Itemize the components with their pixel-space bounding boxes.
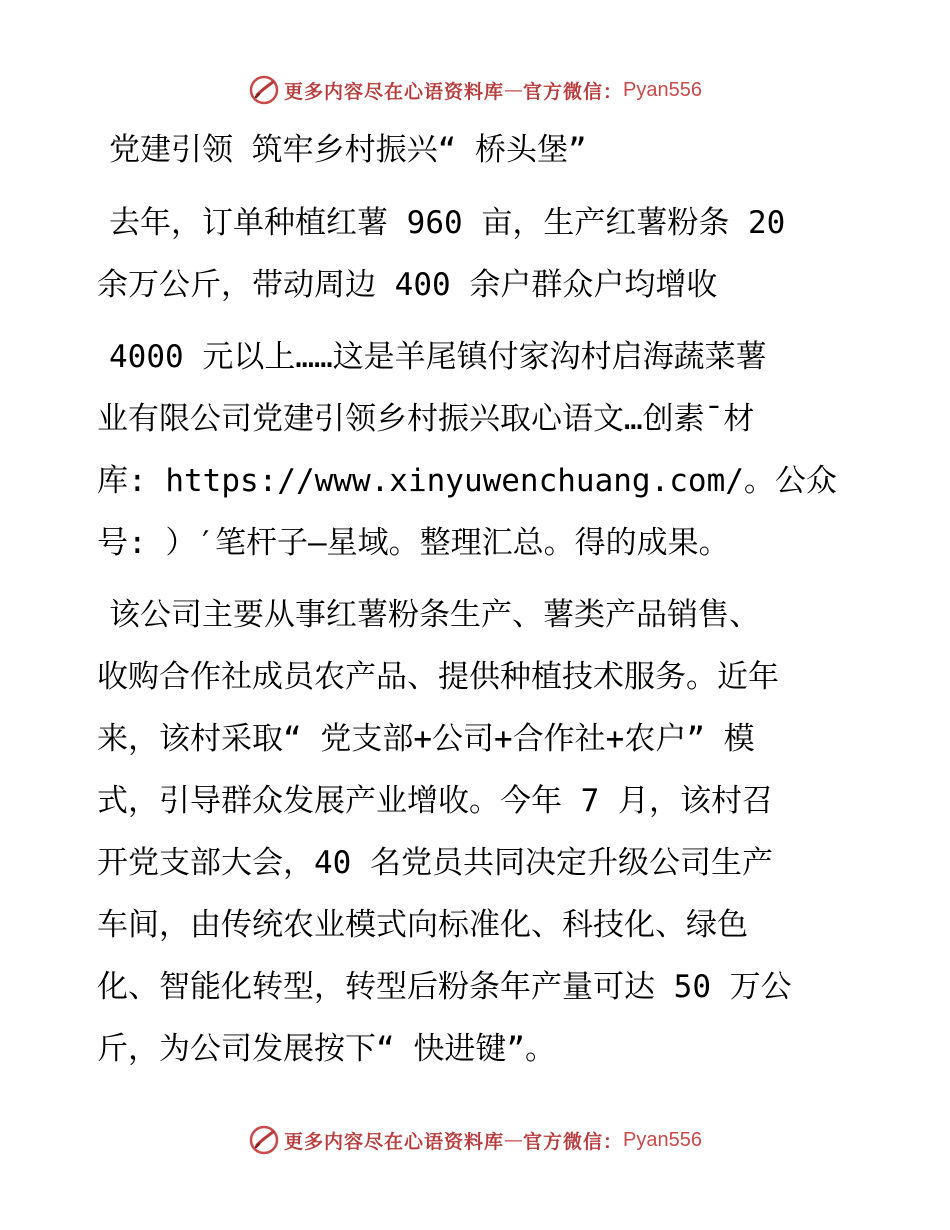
text-line: 来，该村采取“ 党支部+公司+合作社+农户” 模 (97, 721, 755, 757)
banner-wechat-label: 官方微信： (523, 80, 624, 103)
banner-wechat-label: 官方微信： (523, 1130, 624, 1153)
brush-logo-icon (248, 1124, 280, 1156)
text-line: 开党支部大会，40 名党员共同决定升级公司生产 (97, 845, 773, 881)
header-watermark-banner (0, 70, 950, 110)
text-line: 号: ）′笔杆子—星域。整理汇总。得的成果。 (97, 525, 730, 561)
banner-main-text: 更多内容尽在心语资料库 (284, 80, 505, 103)
text-line: 该公司主要从事红薯粉条生产、薯类产品销售、 (109, 597, 760, 633)
text-line: 4000 元以上……这是羊尾镇付家沟村启海蔬菜薯 (109, 339, 767, 375)
text-line: 化、智能化转型，转型后粉条年产量可达 50 万公 (97, 969, 792, 1005)
text-line: 业有限公司党建引领乡村振兴取心语文…创素¯材 (97, 401, 755, 437)
banner-wechat-id: Pyan556 (623, 78, 702, 101)
paragraph-3 (97, 584, 857, 1080)
text-line: 式，引导群众发展产业增收。今年 7 月，该村召 (97, 783, 773, 819)
text-line: 斤，为公司发展按下“ 快进键”。 (97, 1031, 556, 1067)
text-line: 去年，订单种植红薯 960 亩，生产红薯粉条 20 (109, 205, 786, 241)
text-line: 库: https://www.xinyuwenchuang.com/。公众 (97, 463, 837, 499)
banner-wechat-id: Pyan556 (623, 1128, 702, 1151)
paragraph-1 (97, 192, 857, 316)
article-title: 党建引领 筑牢乡村振兴“ 桥头堡” (109, 132, 587, 168)
paragraph-2 (97, 326, 857, 574)
brush-logo-icon (248, 74, 280, 106)
text-line: 车间，由传统农业模式向标准化、科技化、绿色 (97, 907, 748, 943)
banner-main-text: 更多内容尽在心语资料库 (284, 1130, 505, 1153)
footer-watermark-banner (0, 1120, 950, 1160)
banner-separator: — (504, 1129, 524, 1151)
document-body (97, 118, 857, 1080)
text-line: 收购合作社成员农产品、提供种植技术服务。近年 (97, 659, 779, 695)
text-line: 余万公斤，带动周边 400 余户群众户均增收 (97, 267, 718, 303)
banner-separator: — (504, 79, 524, 101)
